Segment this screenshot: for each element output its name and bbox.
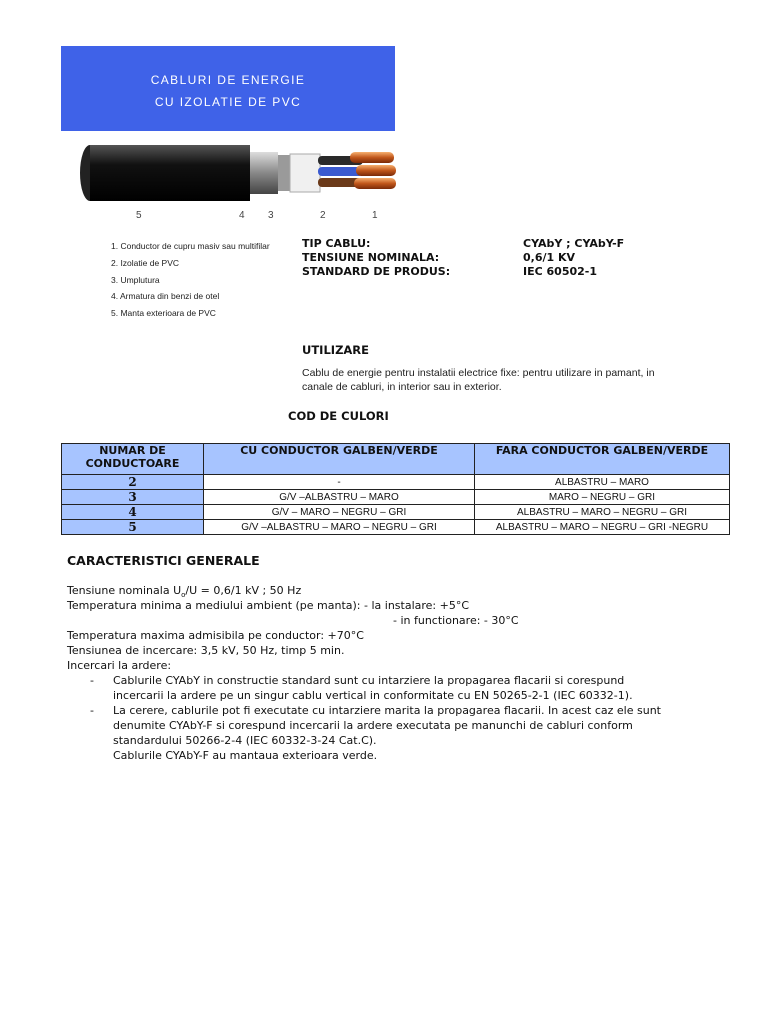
cable-cross-section-image [80, 140, 398, 206]
utilizare-heading: UTILIZARE [302, 343, 370, 357]
figure-number: 2 [320, 210, 326, 221]
spec-values [523, 237, 624, 279]
figure-number: 3 [268, 210, 274, 221]
legend-item: 3. Umplutura [111, 275, 160, 285]
spec-label-standard: STANDARD DE PRODUS: [302, 265, 451, 278]
cell-fara-gv: ALBASTRU – MARO [475, 475, 730, 490]
bullet-dash: - [90, 704, 94, 717]
spec-labels [302, 237, 450, 279]
banner-line-2: CU IZOLATIE DE PVC [154, 95, 302, 109]
cell-fara-gv: ALBASTRU – MARO – NEGRU – GRI -NEGRU [475, 520, 730, 535]
cell-cu-gv: G/V –ALBASTRU – MARO [204, 490, 475, 505]
spec-value-standard: IEC 60502-1 [523, 265, 597, 278]
cell-cu-gv: G/V –ALBASTRU – MARO – NEGRU – GRI [204, 520, 475, 535]
table-row [62, 505, 730, 520]
figure-number: 5 [136, 210, 142, 221]
figure-number: 4 [239, 210, 245, 221]
tensiune-subscript: o [181, 591, 186, 600]
tensiune-incercare: Tensiunea de incercare: 3,5 kV, 50 Hz, timp 5 min. [67, 644, 345, 657]
bullet-1-line: incercarii la ardere pe un singur cablu vertical in conformitate cu EN 50265-2-1 (IEC 60332-1). [113, 689, 633, 702]
incercari-ardere: Incercari la ardere: [67, 659, 172, 672]
bullet-2-line: denumite CYAbY-F si corespund incercarii la ardere executata pe manunchi de cabluri conform [113, 719, 633, 732]
table-row [62, 475, 730, 490]
title-banner [61, 46, 395, 131]
table-row [62, 520, 730, 535]
cell-fara-gv: MARO – NEGRU – GRI [475, 490, 730, 505]
tensiune-suffix: /U = 0,6/1 kV ; 50 Hz [185, 584, 302, 597]
utilizare-text-line: canale de cabluri, in interior sau in exterior. [302, 381, 502, 393]
cell-number: 4 [62, 505, 204, 520]
spec-label-tensiune: TENSIUNE NOMINALA: [302, 251, 440, 264]
header-cu-gv: CU CONDUCTOR GALBEN/VERDE [204, 444, 475, 475]
cell-fara-gv: ALBASTRU – MARO – NEGRU – GRI [475, 505, 730, 520]
legend-item: 2. Izolatie de PVC [111, 258, 180, 268]
legend-item: 1. Conductor de cupru masiv sau multifilar [111, 241, 270, 251]
cell-cu-gv: G/V – MARO – NEGRU – GRI [204, 505, 475, 520]
temperatura-functionare: - in functionare: - 30°C [393, 614, 519, 627]
tensiune-prefix: Tensiune nominala U [67, 584, 182, 597]
spec-value-tip: CYAbY ; CYAbY-F [523, 237, 625, 250]
legend-item: 4. Armatura din benzi de otel [111, 291, 220, 301]
table-header-row [62, 444, 730, 475]
utilizare-text-line: Cablu de energie pentru instalatii electrice fixe: pentru utilizare in pamant, in [302, 367, 655, 379]
color-code-heading: COD DE CULORI [288, 409, 389, 423]
legend-item: 5. Manta exterioara de PVC [111, 308, 216, 318]
temperatura-maxima: Temperatura maxima admisibila pe conductor: +70°C [67, 629, 364, 642]
bullet-2-line: standardului 50266-2-4 (IEC 60332-3-24 Cat.C). [113, 734, 377, 747]
cell-cu-gv: - [204, 475, 475, 490]
spec-value-tensiune: 0,6/1 KV [523, 251, 576, 264]
temperatura-minima: Temperatura minima a mediului ambient (pe manta): - la instalare: +5°C [67, 599, 470, 612]
header-fara-gv: FARA CONDUCTOR GALBEN/VERDE [475, 444, 730, 475]
table-row [62, 490, 730, 505]
bullet-2-line: Cablurile CYAbY-F au mantaua exterioara verde. [113, 749, 378, 762]
bullet-2-line: La cerere, cablurile pot fi executate cu intarziere marita la propagarea flacarii. In acest caz ele sunt [113, 704, 661, 717]
bullet-dash: - [90, 674, 94, 687]
cell-number: 3 [62, 490, 204, 505]
bullet-1-line: Cablurile CYAbY in constructie standard sunt cu intarziere la propagarea flacarii si corespund [113, 674, 625, 687]
figure-number: 1 [372, 210, 378, 221]
cell-number: 2 [62, 475, 204, 490]
general-heading: CARACTERISTICI GENERALE [67, 553, 260, 568]
banner-line-1: CABLURI DE ENERGIE [150, 73, 306, 87]
spec-label-tip: TIP CABLU: [302, 237, 371, 250]
header-numar: NUMAR DE CONDUCTOARE [62, 444, 204, 475]
cell-number: 5 [62, 520, 204, 535]
color-code-table [61, 443, 730, 535]
